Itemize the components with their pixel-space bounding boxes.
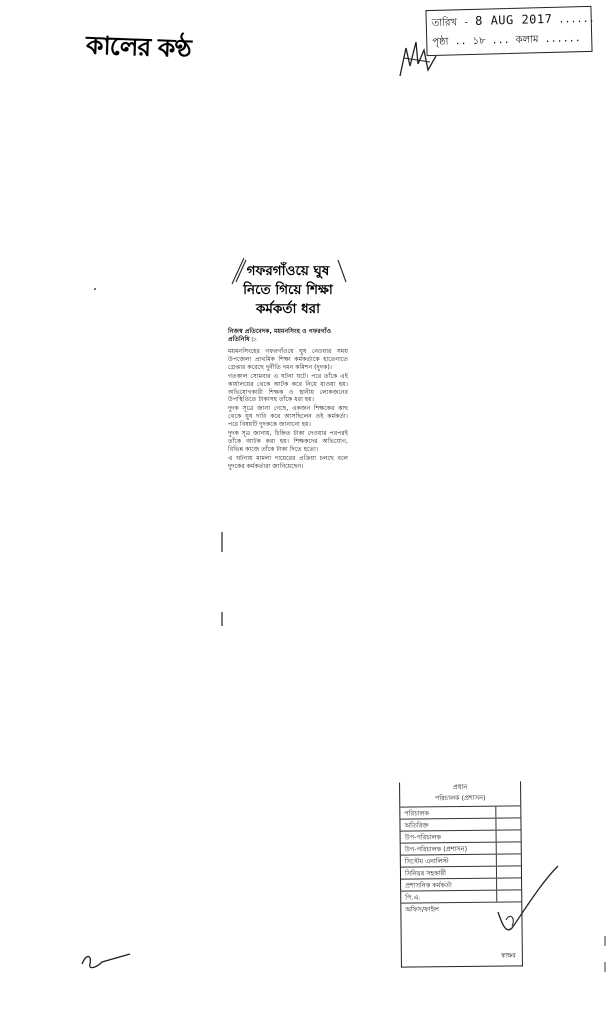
scan-edge-mark	[602, 936, 608, 976]
news-clipping	[226, 256, 350, 656]
slip-row: উপ-পরিচালক (প্রশাসন)	[401, 841, 521, 854]
slip-row: অতিরিক্ত	[400, 817, 520, 830]
initials-scribble	[78, 950, 134, 972]
headline-line-3: কর্মকর্তা ধরা	[255, 301, 321, 317]
date-page-stamp: তারিখ - 8 AUG 2017 ...... পৃষ্ঠা .. ১৮ ... কলাম ......	[425, 6, 592, 56]
slip-row: সিস্টেম এনালিস্ট	[401, 853, 521, 866]
checkmark-signature	[492, 862, 562, 942]
stamp-column-label: কলাম	[515, 34, 539, 46]
article-paragraph: দুদক সূত্রে জানা গেছে, একজন শিক্ষকের কাছ থেকে ঘুষ দাবি করে আসছিলেন ওই কর্মকর্তা। পরে বিষয়টি দুদককে জানানো হয়।	[228, 405, 348, 429]
stamp-date-label: তারিখ	[431, 17, 458, 30]
scan-speck	[92, 286, 98, 292]
slip-row: পরিচালক	[400, 805, 520, 818]
slip-row: প্রশাসনিক কর্মকর্তা	[401, 877, 521, 890]
slip-header-line-2: পরিচালক (প্রশাসন)	[434, 793, 486, 803]
headline-line-2: নিতে গিয়ে শিক্ষা	[243, 282, 333, 298]
slip-signature-label: স্বাক্ষর	[501, 951, 516, 960]
headline-line-1: গফরগাঁওয়ে ঘুষ	[246, 263, 330, 279]
article-paragraph: দুদক সূত্র জানায়, চিহ্নিত টাকা দেওয়ার পরপরই তাঁকে আটক করা হয়। শিক্ষকদের অভিযোগ, বিভিন্ন কাজে তাঁকে টাকা দিতে হতো।	[228, 430, 348, 453]
article-paragraph: ময়মনসিংহের গফরগাঁওয়ে ঘুষ নেওয়ার সময় উপজেলা প্রাথমিক শিক্ষা কর্মকর্তাকে হাতেনাতে গ্রেপ্তার করেছে দুর্নীতি দমন কমিশন (দুদক)।	[228, 348, 348, 371]
newspaper-masthead: কালের কণ্ঠ	[85, 30, 192, 64]
article-paragraph: গতকাল সোমবার এ ঘটনা ঘটে। পরে তাঁকে এই কার্যালয়ের থেকে আটক করে নিয়ে যাওয়া হয়। অভিযোগকারী শিক্ষক ও স্থানীয় লোকজনের উপস্থিতিতে টাকাসহ তাঁকে ধরা হয়।	[228, 372, 348, 404]
article-body	[228, 348, 348, 472]
slip-header-line-1: প্রধান	[452, 782, 468, 792]
slip-row: অফিস/ফাইল	[401, 901, 521, 914]
stamp-page-value: ১৮	[472, 35, 486, 47]
slip-row: সিনিয়র সহকারী	[401, 865, 521, 878]
margin-mark	[220, 532, 224, 552]
initials-scribble	[396, 36, 440, 82]
article-headline	[226, 262, 350, 319]
routing-slip-header	[400, 781, 520, 806]
article-paragraph: এ ঘটনায় মামলা দায়েরের প্রক্রিয়া চলছে বলে দুদকের কর্মকর্তারা জানিয়েছেন।	[228, 454, 348, 470]
article-byline: নিজস্ব প্রতিবেদক, ময়মনসিংহ ও গফরগাঁও প্রতিনিধি ▷	[228, 328, 332, 343]
slip-row: পি.এ.	[401, 889, 521, 902]
stamp-page-label: পৃষ্ঠা	[432, 36, 449, 49]
slip-row: উপ-পরিচালক	[401, 829, 521, 842]
margin-mark	[220, 612, 224, 626]
stamp-date-value: 8 AUG 2017	[474, 11, 553, 28]
